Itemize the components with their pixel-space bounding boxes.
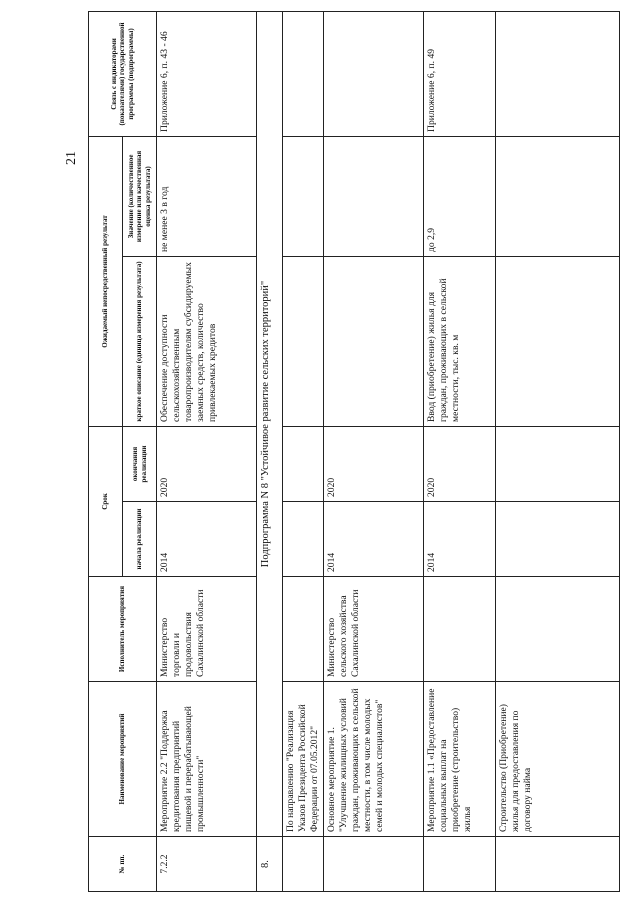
cell-link: Приложение 6, п. 49 bbox=[423, 11, 495, 136]
cell-executor bbox=[283, 577, 324, 682]
section-title: Подпрограмма N 8 "Устойчивое развитие сельских территорий" bbox=[257, 11, 283, 836]
cell-link bbox=[283, 11, 324, 136]
cell-name: Мероприятие 2.2 "Поддержка кредитования предприятий пищевой и перерабатывающей промышленности" bbox=[157, 682, 257, 837]
cell-link bbox=[323, 11, 423, 136]
cell-executor bbox=[423, 577, 495, 682]
cell-end: 2020 bbox=[323, 426, 423, 501]
cell-result-value: до 2,9 bbox=[423, 136, 495, 256]
header-result: Ожидаемый непосредственный результат bbox=[89, 136, 123, 426]
cell-executor: Министерство торговли и продовольствия Сахалинской области bbox=[157, 577, 257, 682]
header-name: Наименование мероприятий bbox=[89, 682, 157, 837]
header-result-desc: краткое описание (единица измерения результата) bbox=[123, 256, 157, 426]
cell-result-value bbox=[283, 136, 324, 256]
cell-result-desc: Обеспечение доступности сельскохозяйственным товаропроизводителям субсидируемых заемных средств, количество привлекаемых кредитов bbox=[157, 256, 257, 426]
cell-end bbox=[283, 426, 324, 501]
header-term: Срок bbox=[89, 426, 123, 576]
table-row bbox=[423, 11, 495, 891]
header-executor: Исполнитель мероприятия bbox=[89, 577, 157, 682]
cell-num bbox=[495, 837, 619, 892]
measures-table bbox=[88, 11, 620, 892]
table-row bbox=[157, 11, 257, 891]
cell-start: 2014 bbox=[323, 502, 423, 577]
header-result-value: Значение (количественное измерение или качественная оценка результата) bbox=[123, 136, 157, 256]
table-row bbox=[495, 11, 619, 891]
cell-name: Основное мероприятие 1. "Улучшение жилищных условий граждан, проживающих в сельской местности, в том числе молодых семей и молодых специалистов" bbox=[323, 682, 423, 837]
cell-end: 2020 bbox=[423, 426, 495, 501]
cell-name: Мероприятие 1.1 «Предоставление социальных выплат на приобретение (строительство) жилья bbox=[423, 682, 495, 837]
cell-num bbox=[283, 837, 324, 892]
table-row bbox=[323, 11, 423, 891]
cell-end bbox=[495, 426, 619, 501]
table-row bbox=[283, 11, 324, 891]
cell-start: 2014 bbox=[423, 502, 495, 577]
cell-num: 7.2.2 bbox=[157, 837, 257, 892]
cell-executor bbox=[495, 577, 619, 682]
cell-result-value: не менее 3 в год bbox=[157, 136, 257, 256]
cell-result-desc bbox=[495, 256, 619, 426]
header-num: № пп. bbox=[89, 837, 157, 892]
page-number: 21 bbox=[64, 151, 79, 165]
rotated-table-container bbox=[88, 12, 620, 892]
cell-result-value bbox=[495, 136, 619, 256]
cell-executor: Министерство сельского хозяйства Сахалинской области bbox=[323, 577, 423, 682]
header-end: окончания реализации bbox=[123, 426, 157, 501]
header-start: начала реализации bbox=[123, 502, 157, 577]
cell-result-desc bbox=[283, 256, 324, 426]
cell-end: 2020 bbox=[157, 426, 257, 501]
cell-link bbox=[495, 11, 619, 136]
header-link: Связь с индикаторами (показателями) государственной программы (подпрограммы) bbox=[89, 11, 157, 136]
cell-name: По направлению "Реализация Указов Президента Российской Федерации от 07.05.2012" bbox=[283, 682, 324, 837]
header-row bbox=[89, 11, 123, 891]
cell-result-desc: Ввод (приобретение) жилья для граждан, проживающих в сельской местности, тыс. кв. м bbox=[423, 256, 495, 426]
cell-result-value bbox=[323, 136, 423, 256]
cell-num bbox=[423, 837, 495, 892]
cell-link: Приложение 6, п. 43 - 46 bbox=[157, 11, 257, 136]
section-num: 8. bbox=[257, 837, 283, 892]
section-row bbox=[257, 11, 283, 891]
cell-start bbox=[283, 502, 324, 577]
cell-start bbox=[495, 502, 619, 577]
cell-name: Строительство (Приобретение) жилья для предоставления по договору найма bbox=[495, 682, 619, 837]
cell-start: 2014 bbox=[157, 502, 257, 577]
cell-num bbox=[323, 837, 423, 892]
cell-result-desc bbox=[323, 256, 423, 426]
